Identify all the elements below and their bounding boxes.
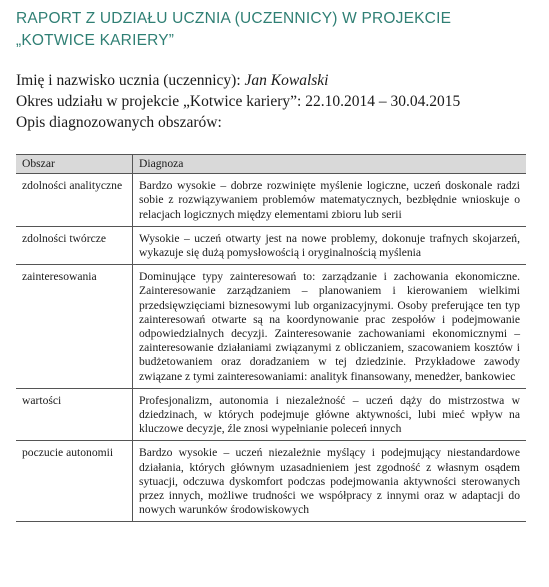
diagnosis-cell: Dominujące typy zainteresowań to: zarządzanie i zachowania ekonomiczne. Zainteresowanie zarządzaniem – planowaniem i kierowaniem wielkimi przedsięwzięciami biznesowymi lub organizacyjnymi. Osoby preferujące ten typ zainteresowań otwarte są na koordynowanie prac zespołów i podejmowanie odpowiedzialnych decyzji. Zainteresowanie zachowaniami ekonomicznymi – zainteresowanie działaniami związanymi z obliczaniem, szacowaniem kosztów i budżetowaniem oraz doradzaniem w tej dziedzinie. Przykładowe zawody związane z tymi zainteresowaniami: analityk finansowany, menedżer, bankowiec — [133, 265, 527, 389]
diagnosis-cell: Wysokie – uczeń otwarty jest na nowe problemy, dokonuje trafnych skojarzeń, wykazuje się dużą pomysłowością i oryginalnością myślenia — [133, 226, 527, 264]
table-row — [16, 441, 526, 522]
table-header-row — [16, 155, 526, 174]
area-cell: poczucie autonomii — [16, 441, 133, 522]
report-title — [16, 8, 539, 52]
report-title-line2: „KOTWICE KARIERY” — [16, 32, 175, 49]
area-cell: zdolności analityczne — [16, 174, 133, 227]
report-title-line1: RAPORT Z UDZIAŁU UCZNIA (UCZENNICY) W PROJEKCIE — [16, 10, 452, 27]
table-row — [16, 226, 526, 264]
table-row — [16, 388, 526, 441]
column-header-diagnosis: Diagnoza — [133, 155, 527, 174]
diagnosis-table — [16, 154, 526, 522]
table-row — [16, 174, 526, 227]
area-cell: wartości — [16, 388, 133, 441]
area-cell: zdolności twórcze — [16, 226, 133, 264]
period-value: 22.10.2014 – 30.04.2015 — [305, 93, 461, 110]
column-header-area: Obszar — [16, 155, 133, 174]
diagnosis-cell: Bardzo wysokie – dobrze rozwinięte myślenie logiczne, uczeń doskonale radzi sobie z rozwiązywaniem problemów matematycznych, bezbłędnie wnioskuje o relacjach logicznych między elementami zbioru lub serii — [133, 174, 527, 227]
period-label: Okres udziału w projekcie „Kotwice kariery”: — [16, 93, 302, 110]
table-row — [16, 265, 526, 389]
student-name-value: Jan Kowalski — [244, 72, 329, 89]
participation-period-line — [16, 91, 539, 112]
student-name-label: Imię i nazwisko ucznia (uczennicy): — [16, 72, 241, 89]
diagnosis-cell: Profesjonalizm, autonomia i niezależność – uczeń dąży do mistrzostwa w dziedzinach, w których podejmuje główne aktywności, lubi mieć wpływ na kluczowe decyzje, źle znosi wypełnianie poleceń innych — [133, 388, 527, 441]
diagnosis-cell: Bardzo wysokie – uczeń niezależnie myślący i podejmujący niestandardowe działania, których głównym uzasadnieniem jest zgodność z własnym osądem sytuacji, odczuwa dyskomfort podczas podejmowania aktywności sterowanych przez innych, możliwe trudności we współpracy z innymi oraz w adaptacji do nowych warunków środowiskowych — [133, 441, 527, 522]
areas-heading: Opis diagnozowanych obszarów: — [16, 114, 222, 131]
student-name-line — [16, 70, 539, 91]
area-cell: zainteresowania — [16, 265, 133, 389]
